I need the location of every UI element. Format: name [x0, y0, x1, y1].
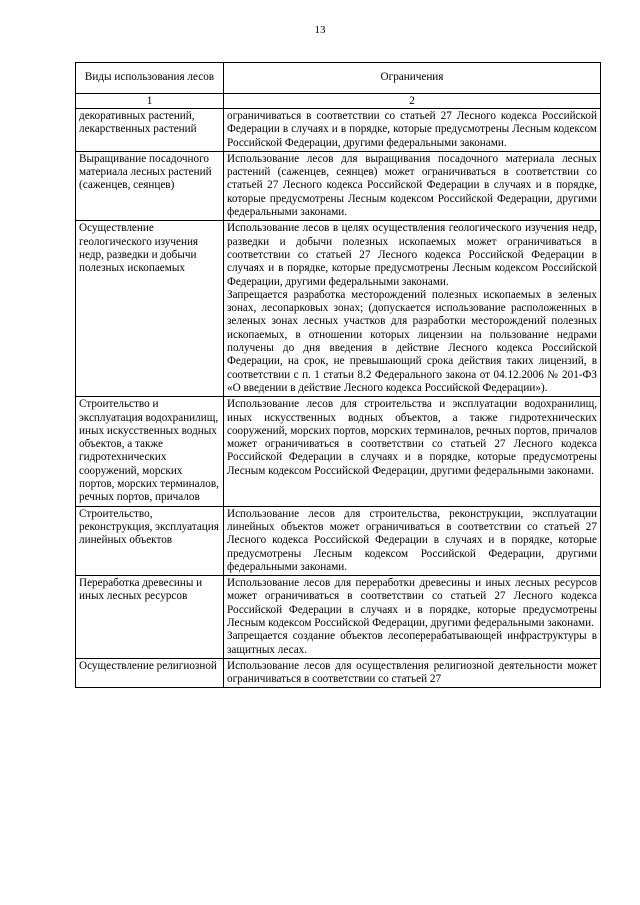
use-type-cell: Строительство и эксплуатация водохранилищ, иных искусственных водных объектов, а также гидротехнических сооружений, морских портов, морских терминалов, речных портов, причалов — [76, 397, 224, 506]
use-type-cell: декоративных растений, лекарственных растений — [76, 109, 224, 152]
page-number: 13 — [314, 24, 326, 36]
limit-paragraph: Использование лесов для строительства, реконструкции, эксплуатации линейных объектов может ограничиваться в соответствии со статьей 27 Лесного кодекса Российской Федерации в случаях и в порядке, которые предусмотрены Лесным кодексом Российской Федерации, другими федеральными законами. — [227, 507, 597, 573]
limit-cell — [224, 506, 601, 575]
prohibition-paragraph: Запрещается разработка месторождений полезных ископаемых в зеленых зонах, лесопарковых зонах; (допускается использование расположенных в зеленых зонах лесных участков для разработки месторождений полезных ископаемых, в отношении которых лицензии на пользование недрами получены до дня введения в действие Лесного кодекса Российской Федерации, на срок, не превышающий срока действия таких лицензий, в соответствии с п. 1 статьи 8.2 Федерального закона от 04.12.2006 № 201-ФЗ «О введении в действие Лесного кодекса Российской Федерации»). — [227, 288, 597, 394]
limit-cell — [224, 658, 601, 688]
column-number-1: 1 — [76, 94, 224, 109]
forest-use-limits-table — [75, 62, 601, 688]
limit-cell — [224, 109, 601, 152]
limit-paragraph: Использование лесов для осуществления религиозной деятельности может ограничиваться в соответствии со статьей 27 — [227, 659, 597, 686]
column-number-2: 2 — [224, 94, 601, 109]
header-limits: Ограничения — [224, 63, 601, 94]
limit-paragraph: Использование лесов в целях осуществления геологического изучения недр, разведки и добычи полезных ископаемых может ограничиваться в соответствии со статьей 27 Лесного кодекса Российской Федерации в случаях и в порядке, которые предусмотрены Лесным кодексом Российской Федерации, другими федеральными законами. — [227, 222, 597, 288]
limit-cell — [224, 576, 601, 659]
limit-cell — [224, 151, 601, 220]
limit-paragraph: Использование лесов для выращивания посадочного материала лесных растений (саженцев, сеянцев) может ограничиваться в соответствии со статьей 27 Лесного кодекса Российской Федерации в случаях и в порядке, которые предусмотрены Лесным кодексом Российской Федерации, другими федеральными законами. — [227, 152, 597, 219]
use-type-cell: Строительство, реконструкция, эксплуатация линейных объектов — [76, 506, 224, 575]
use-type-cell: Осуществление геологического изучения недр, разведки и добычи полезных ископаемых — [76, 221, 224, 397]
limit-paragraph: ограничиваться в соответствии со статьей 27 Лесного кодекса Российской Федерации в случаях и в порядке, которые предусмотрены Лесным кодексом Российской Федерации, другими федеральными законами. — [227, 110, 597, 149]
limit-cell — [224, 397, 601, 506]
column-number-row — [76, 94, 601, 109]
table-row — [76, 506, 601, 575]
table-row — [76, 221, 601, 397]
limit-paragraph: Использование лесов для переработки древесины и иных лесных ресурсов может ограничиваться в соответствии со статьей 27 Лесного кодекса Российской Федерации в случаях и в порядке, которые предусмотрены Лесным кодексом Российской Федерации, другими федеральными законами. — [227, 577, 597, 629]
limit-paragraph: Использование лесов для строительства и эксплуатации водохранилищ, иных искусственных водных объектов, а также гидротехнических сооружений, морских портов, морских терминалов, речных портов, причалов может ограничиваться в соответствии со статьей 27 Лесного кодекса Российской Федерации в случаях и в порядке, которые предусмотрены Лесным кодексом Российской Федерации, другими федеральными законами. — [227, 398, 597, 477]
table-row — [76, 151, 601, 220]
table-row — [76, 397, 601, 506]
prohibition-paragraph: Запрещается создание объектов лесоперерабатывающей инфраструктуры в защитных лесах. — [227, 630, 597, 656]
use-type-cell: Переработка древесины и иных лесных ресурсов — [76, 576, 224, 659]
table-row — [76, 658, 601, 688]
use-type-cell: Осуществление религиозной — [76, 658, 224, 688]
header-use-types: Виды использования лесов — [76, 63, 224, 94]
table-row — [76, 576, 601, 659]
limit-cell — [224, 221, 601, 397]
use-type-cell: Выращивание посадочного материала лесных растений (саженцев, сеянцев) — [76, 151, 224, 220]
table-row — [76, 109, 601, 152]
table-header-row — [76, 63, 601, 94]
